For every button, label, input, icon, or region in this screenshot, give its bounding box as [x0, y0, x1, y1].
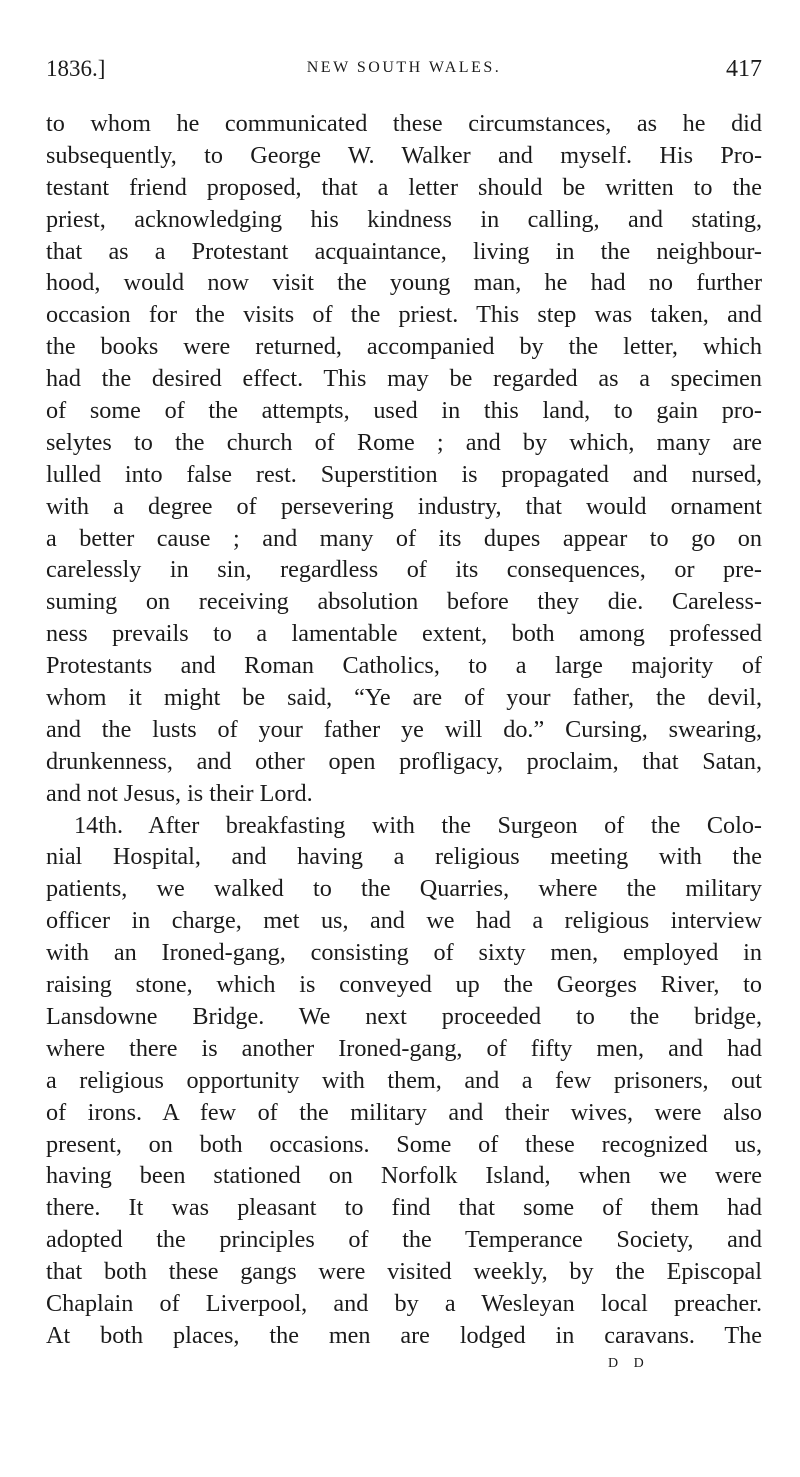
text-line: drunkenness, and other open profligacy, proclaim, that Satan, [46, 747, 762, 775]
text-line: present, on both occasions. Some of these recognized us, [46, 1130, 762, 1158]
text-line: adopted the principles of the Temperance Society, and [46, 1226, 762, 1254]
text-line: had the desired effect. This may be regarded as a specimen [46, 365, 762, 393]
text-line: hood, would now visit the young man, he had no further [46, 269, 762, 297]
text-line: to whom he communicated these circumstances, as he did [46, 110, 762, 137]
running-header [46, 56, 762, 86]
text-line: a better cause ; and many of its dupes appear to go on [46, 524, 762, 552]
text-line: At both places, the men are lodged in caravans. The [46, 1321, 762, 1349]
body-text [46, 108, 762, 1352]
text-line: selytes to the church of Rome ; and by which, many are [46, 428, 762, 456]
text-line: nial Hospital, and having a religious meeting with the [46, 843, 762, 871]
text-line: that both these gangs were visited weekly, by the Episcopal [46, 1258, 762, 1286]
text-line: suming on receiving absolution before they die. Careless- [46, 588, 762, 616]
text-line: a religious opportunity with them, and a few prisoners, out [46, 1066, 762, 1094]
text-line: whom it might be said, “Ye are of your father, the devil, [46, 684, 762, 712]
text-line: Chaplain of Liverpool, and by a Wesleyan local preacher. [46, 1289, 762, 1317]
text-line: there. It was pleasant to find that some of them had [46, 1194, 762, 1222]
text-line: Lansdowne Bridge. We next proceeded to the bridge, [46, 1002, 762, 1030]
paragraph-start-line: 14th. After breakfasting with the Surgeon of the Colo- [74, 811, 762, 839]
book-page [46, 56, 762, 1352]
text-line: the books were returned, accompanied by the letter, which [46, 333, 762, 361]
paragraph-end-line: and not Jesus, is their Lord. [46, 779, 313, 807]
text-line: that as a Protestant acquaintance, living in the neighbour- [46, 237, 762, 265]
text-line: occasion for the visits of the priest. This step was taken, and [46, 301, 762, 329]
header-year: 1836.] [46, 56, 106, 81]
signature-mark: D D [608, 1356, 650, 1371]
text-line: carelessly in sin, regardless of its consequences, or pre- [46, 556, 762, 584]
text-line: subsequently, to George W. Walker and myself. His Pro- [46, 141, 762, 169]
page-number: 417 [726, 56, 762, 82]
text-line: Protestants and Roman Catholics, to a large majority of [46, 652, 762, 680]
text-line: of some of the attempts, used in this land, to gain pro- [46, 397, 762, 425]
text-line: with an Ironed-gang, consisting of sixty men, employed in [46, 939, 762, 967]
text-line: raising stone, which is conveyed up the Georges River, to [46, 971, 762, 999]
text-line: of irons. A few of the military and their wives, were also [46, 1098, 762, 1126]
text-line: and the lusts of your father ye will do.” Cursing, swearing, [46, 715, 762, 743]
text-line: where there is another Ironed-gang, of fifty men, and had [46, 1034, 762, 1062]
header-running-title: NEW SOUTH WALES. [306, 59, 502, 76]
text-line: lulled into false rest. Superstition is propagated and nursed, [46, 460, 762, 488]
text-line: having been stationed on Norfolk Island, when we were [46, 1162, 762, 1190]
text-line: ness prevails to a lamentable extent, both among professed [46, 620, 762, 648]
text-line: priest, acknowledging his kindness in calling, and stating, [46, 205, 762, 233]
text-line: with a degree of persevering industry, that would ornament [46, 492, 762, 520]
text-line: testant friend proposed, that a letter should be written to the [46, 173, 762, 201]
text-line: officer in charge, met us, and we had a religious interview [46, 907, 762, 935]
text-line: patients, we walked to the Quarries, where the military [46, 875, 762, 903]
